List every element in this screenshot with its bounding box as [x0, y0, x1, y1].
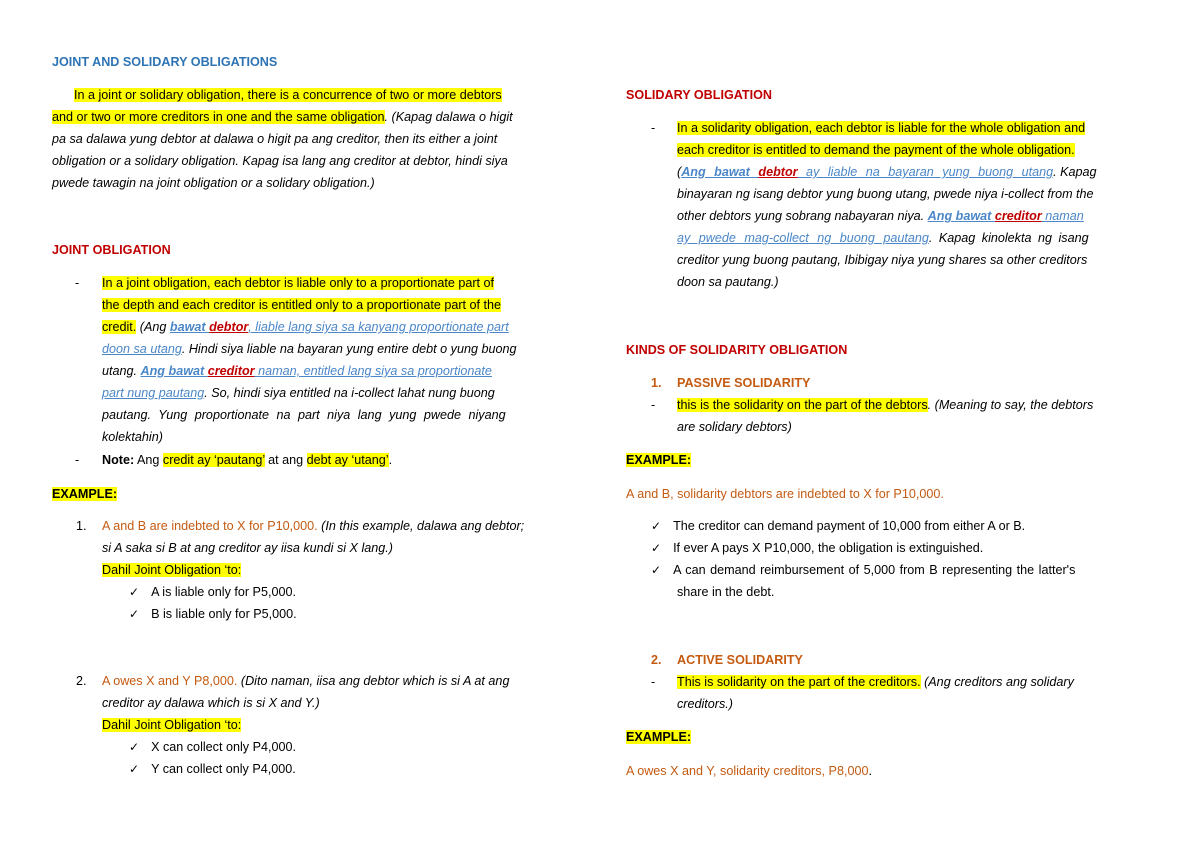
check-icon: ✓: [129, 585, 140, 599]
list-number: 1.: [651, 376, 662, 390]
passive-text: this is the solidarity on the part of the debtors: [677, 398, 928, 412]
list-number: 2.: [76, 674, 87, 688]
solidary-naman-link: naman: [1041, 209, 1084, 223]
intro-line-5: pwede tawagin na joint obligation or a solidary obligation.): [52, 176, 375, 190]
active-title: ACTIVE SOLIDARITY: [677, 653, 803, 667]
example-1-note-1: (In this example, dalawa ang debtor;: [317, 519, 525, 533]
example-2-check-1: X can collect only P4,000.: [151, 740, 296, 754]
solidary-line-2: each creditor is entitled to demand the payment of the whole obligation.: [677, 143, 1075, 157]
example-1-text: A and B are indebted to X for P10,000.: [102, 519, 318, 533]
joint-line-5-rest: naman, entitled lang siya sa proportionate: [254, 364, 492, 378]
example-2-text: A owes X and Y P8,000.: [102, 674, 238, 688]
intro-line-4: obligation or a solidary obligation. Kapag isa lang ang creditor at debtor, hindi siya: [52, 154, 508, 168]
passive-check-3: A can demand reimbursement of 5,000 from B representing the latter's: [673, 563, 1076, 577]
list-number: 1.: [76, 519, 87, 533]
joint-line-3-rest: , liable lang siya sa kanyang proportionate part: [248, 320, 509, 334]
joint-line-2: the depth and each creditor is entitled only to a proportionate part of the: [102, 298, 502, 312]
passive-check-3-cont: share in the debt.: [677, 585, 775, 599]
kinds-title: KINDS OF SOLIDARITY OBLIGATION: [626, 343, 848, 357]
solidary-ang-bawat-link-2: Ang bawat: [927, 209, 995, 223]
bullet-dash: -: [75, 276, 80, 290]
solidary-debtor-link: debtor: [758, 165, 798, 179]
joint-line-3-paren: (Ang: [136, 320, 170, 334]
solidary-line-1: In a solidarity obligation, each debtor is liable for the whole obligation and: [677, 121, 1086, 135]
note-text-b: at ang: [264, 453, 307, 467]
example-1-check-1: A is liable only for P5,000.: [151, 585, 296, 599]
list-number: 2.: [651, 653, 662, 667]
solidary-line-7: creditor yung buong pautang, Ibibigay niya yung shares sa other creditors: [677, 253, 1088, 267]
example-2-check-2: Y can collect only P4,000.: [151, 762, 296, 776]
check-icon: ✓: [129, 607, 140, 621]
example-1-check-2: B is liable only for P5,000.: [151, 607, 297, 621]
passive-check-2: If ever A pays X P10,000, the obligation is extinguished.: [673, 541, 984, 555]
joint-line-5-start: utang.: [102, 364, 141, 378]
example-label: EXAMPLE:: [52, 487, 118, 501]
intro-line-1: In a joint or solidary obligation, there is a concurrence of two or more debtors: [74, 88, 502, 102]
joint-creditor-link: creditor: [207, 364, 255, 378]
check-icon: ✓: [651, 563, 662, 577]
example-2-note-2: creditor ay dalawa which is si X and Y.): [102, 696, 320, 710]
example-1-dahil: Dahil Joint Obligation ‘to:: [102, 563, 242, 577]
note-credit: credit ay ‘pautang’: [162, 453, 265, 467]
joint-obligation-title: JOINT OBLIGATION: [52, 243, 171, 257]
passive-note-2: are solidary debtors): [677, 420, 792, 434]
check-icon: ✓: [129, 762, 140, 776]
example-label: EXAMPLE:: [626, 730, 692, 744]
passive-note-1: . (Meaning to say, the debtors: [927, 398, 1094, 412]
note-debt: debt ay ‘utang’: [306, 453, 389, 467]
joint-bawat-link: bawat: [169, 320, 210, 334]
solidary-obligation-title: SOLIDARY OBLIGATION: [626, 88, 772, 102]
solidary-line-3-end: . Kapag: [1053, 165, 1097, 179]
solidary-line-3-open: (: [677, 165, 682, 179]
check-icon: ✓: [129, 740, 140, 754]
passive-title: PASSIVE SOLIDARITY: [677, 376, 811, 390]
joint-line-1: In a joint obligation, each debtor is liable only to a proportionate part of: [102, 276, 495, 290]
active-example-end: .: [868, 764, 872, 778]
intro-line-2-note: . (Kapag dalawa o higit: [384, 110, 513, 124]
joint-line-7: pautang. Yung proportionate na part niya lang yung pwede niyang: [102, 408, 506, 422]
active-text: This is solidarity on the part of the creditors.: [677, 675, 921, 689]
joint-line-4-rest: . Hindi siya liable na bayaran yung entire debt o yung buong: [181, 342, 517, 356]
bullet-dash: -: [651, 121, 656, 135]
check-icon: ✓: [651, 541, 662, 555]
example-2-note-1: (Dito naman, iisa ang debtor which is si A at ang: [237, 674, 510, 688]
note-end: .: [388, 453, 393, 467]
active-note-1: (Ang creditors ang solidary: [920, 675, 1074, 689]
joint-ang-bawat-link: Ang bawat: [140, 364, 208, 378]
active-note-2: creditors.): [677, 697, 733, 711]
solidary-line-6-rest: . Kapag kinolekta ng isang: [928, 231, 1089, 245]
active-example: A owes X and Y, solidarity creditors, P8,000: [626, 764, 869, 778]
joint-line-4-link: doon sa utang: [102, 342, 182, 356]
solidary-line-8: doon sa pautang.): [677, 275, 779, 289]
example-1-note-2: si A saka si B at ang creditor ay iisa kundi si X lang.): [102, 541, 393, 555]
solidary-line-6-link: ay pwede mag-collect ng buong pautang: [677, 231, 929, 245]
solidary-line-3-link: ay liable na bayaran yung buong utang: [797, 165, 1054, 179]
note-label: Note:: [102, 453, 135, 467]
main-title: JOINT AND SOLIDARY OBLIGATIONS: [52, 55, 278, 69]
solidary-line-4: binayaran ng isang debtor yung buong utang, pwede niya i-collect from the: [677, 187, 1094, 201]
note-text-a: Ang: [134, 453, 163, 467]
solidary-creditor-link: creditor: [994, 209, 1042, 223]
joint-line-6-link: part nung pautang: [102, 386, 205, 400]
joint-line-6-rest: . So, hindi siya entitled na i-collect lahat nung buong: [204, 386, 495, 400]
bullet-dash: -: [75, 453, 80, 467]
joint-note: [102, 452, 392, 468]
bullet-dash: -: [651, 398, 656, 412]
check-icon: ✓: [651, 519, 662, 533]
solidary-line-5-a: other debtors yung sobrang nabayaran niya.: [677, 209, 928, 223]
joint-debtor-link: debtor: [209, 320, 249, 334]
joint-line-3: credit.: [102, 320, 137, 334]
joint-line-8: kolektahin): [102, 430, 163, 444]
intro-line-3: pa sa dalawa yung debtor at dalawa o higit pa ang creditor, then its either a joint: [52, 132, 498, 146]
example-label: EXAMPLE:: [626, 453, 692, 467]
passive-check-1: The creditor can demand payment of 10,000 from either A or B.: [673, 519, 1026, 533]
bullet-dash: -: [651, 675, 656, 689]
solidary-ang-bawat-link: Ang bawat: [681, 165, 759, 179]
intro-line-2: and or two or more creditors in one and the same obligation: [52, 110, 385, 124]
passive-example: A and B, solidarity debtors are indebted to X for P10,000.: [626, 487, 944, 501]
example-2-dahil: Dahil Joint Obligation ‘to:: [102, 718, 242, 732]
